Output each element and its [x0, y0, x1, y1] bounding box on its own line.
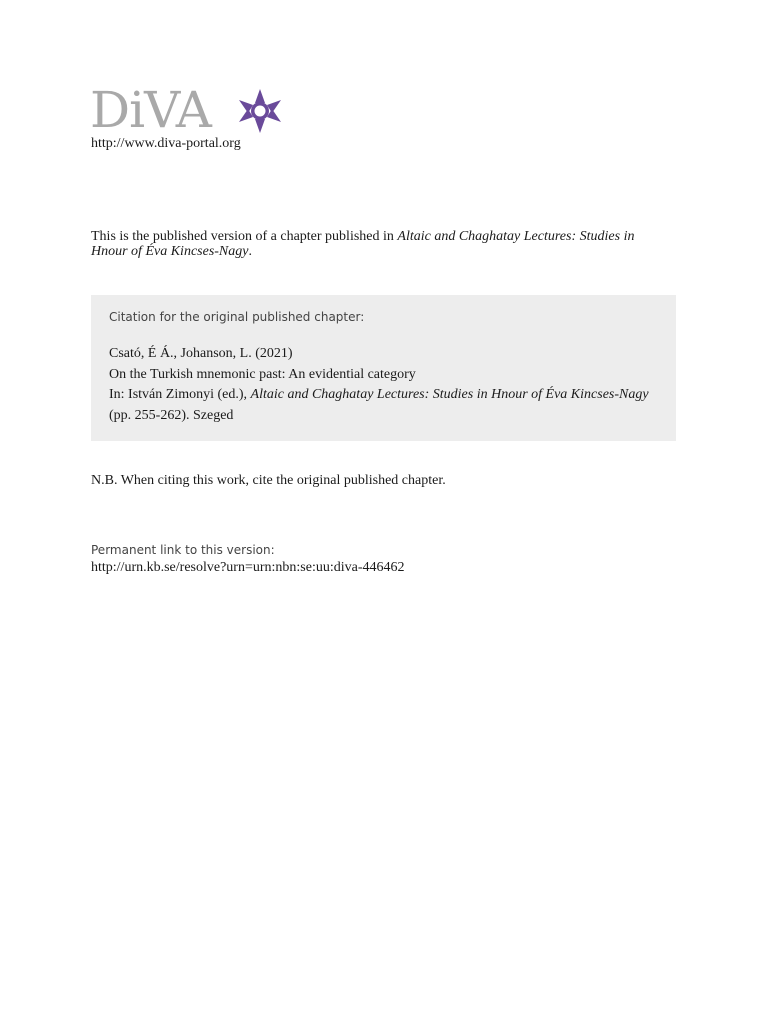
- star-logo-icon: [236, 88, 284, 134]
- intro-book-title: Altaic and Chaghatay Lectures: Studies in Hnour of Éva Kincses-Nagy: [91, 229, 635, 259]
- citation-in-suffix: (pp. 255-262). Szeged: [109, 407, 234, 423]
- citation-in-prefix: In: István Zimonyi (ed.),: [109, 387, 251, 402]
- site-url-link[interactable]: http://www.diva-portal.org: [91, 136, 241, 151]
- citation-source: [109, 385, 649, 426]
- intro-prefix: This is the published version of a chapter published in: [91, 229, 398, 244]
- intro-suffix: .: [248, 244, 252, 259]
- permanent-link-url[interactable]: http://urn.kb.se/resolve?urn=urn:nbn:se:uu:diva-446462: [91, 560, 405, 575]
- intro-text: [91, 229, 651, 259]
- permanent-link-label: Permanent link to this version:: [91, 543, 275, 557]
- citation-box: [91, 295, 676, 441]
- citation-book-title: Altaic and Chaghatay Lectures: Studies in Hnour of Éva Kincses-Nagy: [250, 387, 649, 402]
- citation-authors: Csató, É Á., Johanson, L. (2021): [109, 346, 293, 361]
- citation-heading: Citation for the original published chapter:: [109, 310, 365, 324]
- logo-text: DiVA: [90, 81, 211, 139]
- citation-note: N.B. When citing this work, cite the original published chapter.: [91, 473, 446, 488]
- citation-body: [109, 344, 649, 426]
- citation-title: On the Turkish mnemonic past: An evidential category: [109, 366, 416, 382]
- diva-logo: [90, 81, 290, 139]
